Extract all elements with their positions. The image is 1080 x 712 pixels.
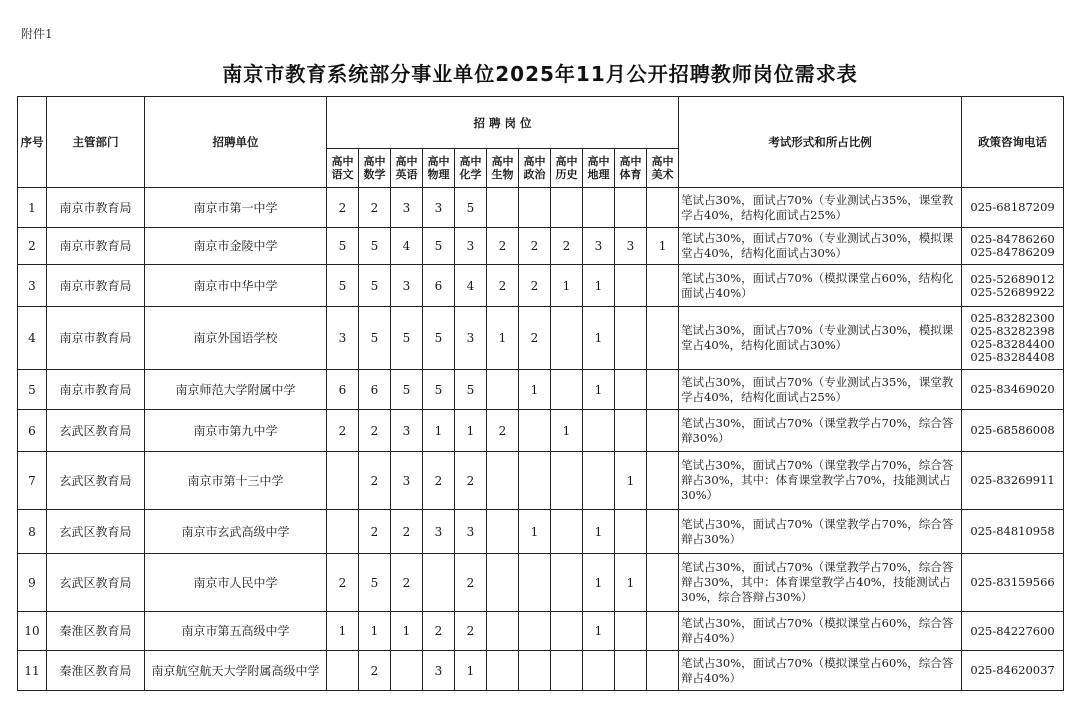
row-position-count [615,188,647,228]
row-position-count: 1 [583,307,615,370]
header-subject-level: 高中 [427,155,450,168]
table-row [18,554,1064,612]
row-position-count [519,188,551,228]
row-position-count: 2 [423,452,455,510]
row-position-count [551,307,583,370]
row-unit: 南京市第五高级中学 [145,612,327,651]
row-position-count: 1 [647,228,679,265]
header-seq: 序号 [18,97,47,188]
row-position-count: 1 [487,307,519,370]
header-subject-name: 历史 [555,168,578,181]
phone-number: 025-84227600 [970,623,1055,638]
row-position-count [487,188,519,228]
row-unit: 南京师范大学附属中学 [145,370,327,410]
row-unit: 南京市人民中学 [145,554,327,612]
row-position-count: 1 [583,612,615,651]
phone-number: 025-83282398 [970,324,1055,338]
phone-number: 025-52689012 [970,271,1055,286]
header-subject-level: 高中 [459,155,482,168]
row-position-count: 1 [583,554,615,612]
row-position-count: 2 [551,228,583,265]
row-position-count: 5 [423,307,455,370]
row-position-count [327,651,359,691]
row-dept: 南京市教育局 [47,265,145,307]
row-position-count [327,510,359,554]
row-position-count [647,188,679,228]
row-position-count [551,651,583,691]
row-seq: 10 [18,612,47,651]
row-position-count: 5 [359,265,391,307]
row-phone [962,265,1064,307]
row-unit: 南京航空航天大学附属高级中学 [145,651,327,691]
row-position-count [391,651,423,691]
row-position-count: 6 [359,370,391,410]
header-subject-level: 高中 [331,155,354,168]
row-position-count [615,265,647,307]
row-position-count [583,410,615,452]
row-position-count: 3 [583,228,615,265]
header-subject-name: 体育 [619,168,642,181]
header-subject [455,149,487,188]
row-exam: 笔试占30%，面试占70%（课堂教学占70%，综合答辩占30%，其中：体育课堂教学占40%，技能测试占30%，综合答辩占30%） [679,554,962,612]
phone-number: 025-84786260 [970,232,1055,246]
row-unit: 南京市第九中学 [145,410,327,452]
row-position-count: 2 [455,612,487,651]
phone-number: 025-68187209 [970,200,1055,214]
row-position-count: 5 [391,370,423,410]
header-subject-level: 高中 [363,155,386,168]
row-position-count: 2 [487,410,519,452]
row-seq: 2 [18,228,47,265]
row-position-count: 5 [327,228,359,265]
row-position-count: 1 [391,612,423,651]
row-dept: 秦淮区教育局 [47,612,145,651]
page-title: 南京市教育系统部分事业单位2025年11月公开招聘教师岗位需求表 [222,62,858,86]
row-phone [962,554,1064,612]
row-dept: 玄武区教育局 [47,510,145,554]
header-subject [423,149,455,188]
row-position-count: 2 [359,452,391,510]
row-position-count: 2 [487,228,519,265]
row-position-count [487,370,519,410]
row-dept: 南京市教育局 [47,228,145,265]
row-position-count [615,612,647,651]
row-dept: 玄武区教育局 [47,452,145,510]
phone-number: 025-52689922 [970,284,1055,299]
row-position-count: 3 [455,228,487,265]
row-position-count: 1 [423,410,455,452]
row-position-count [519,651,551,691]
header-subject [519,149,551,188]
row-position-count: 2 [487,265,519,307]
row-position-count: 5 [327,265,359,307]
row-position-count [519,554,551,612]
row-dept: 南京市教育局 [47,370,145,410]
row-exam: 笔试占30%，面试占70%（专业测试占30%，模拟课堂占40%，结构化面试占30%） [679,228,962,265]
row-exam: 笔试占30%，面试占70%（模拟课堂占60%，综合答辩占40%） [679,612,962,651]
table-body [18,188,1064,691]
header-subject-name: 化学 [459,168,482,181]
row-position-count: 2 [391,554,423,612]
row-position-count [551,452,583,510]
row-position-count: 1 [615,452,647,510]
phone-number: 025-83469020 [970,382,1055,396]
row-exam: 笔试占30%，面试占70%（课堂教学占70%，综合答辩占30%） [679,510,962,554]
row-position-count: 3 [423,510,455,554]
row-exam: 笔试占30%，面试占70%（课堂教学占70%，综合答辩占30%，其中：体育课堂教学占70%，技能测试占30%） [679,452,962,510]
header-subject [327,149,359,188]
row-dept: 南京市教育局 [47,188,145,228]
row-seq: 6 [18,410,47,452]
table-row [18,651,1064,691]
row-exam: 笔试占30%，面试占70%（课堂教学占70%，综合答辩30%） [679,410,962,452]
row-position-count [647,370,679,410]
row-phone [962,410,1064,452]
row-exam: 笔试占30%，面试占70%（模拟课堂占60%，结构化面试占40%） [679,265,962,307]
row-exam: 笔试占30%，面试占70%（专业测试占35%，课堂教学占40%，结构化面试占25%） [679,370,962,410]
row-exam: 笔试占30%，面试占70%（模拟课堂占60%，综合答辩占40%） [679,651,962,691]
header-subject-name: 美术 [651,168,674,181]
row-position-count [583,651,615,691]
header-subject-level: 高中 [555,155,578,168]
row-seq: 8 [18,510,47,554]
row-position-count: 2 [359,410,391,452]
row-position-count [487,612,519,651]
table-row [18,410,1064,452]
row-dept: 南京市教育局 [47,307,145,370]
row-unit: 南京市玄武高级中学 [145,510,327,554]
row-position-count [327,452,359,510]
row-unit: 南京市第十三中学 [145,452,327,510]
row-seq: 11 [18,651,47,691]
row-position-count: 3 [391,265,423,307]
row-position-count: 5 [423,370,455,410]
header-exam: 考试形式和所占比例 [679,97,962,188]
header-positions: 招 聘 岗 位 [327,97,679,149]
header-subject-name: 政治 [523,168,546,181]
header-subject-name: 数学 [363,168,386,181]
table-row [18,307,1064,370]
row-position-count: 1 [455,410,487,452]
row-position-count [519,452,551,510]
row-position-count: 5 [391,307,423,370]
row-position-count [615,307,647,370]
row-phone [962,228,1064,265]
row-position-count: 6 [423,265,455,307]
row-position-count [615,410,647,452]
row-position-count: 3 [391,188,423,228]
row-dept: 玄武区教育局 [47,410,145,452]
header-subject-name: 语文 [331,168,354,181]
row-position-count: 2 [423,612,455,651]
row-position-count: 1 [327,612,359,651]
header-subject-name: 物理 [427,168,450,181]
row-position-count [647,651,679,691]
attachment-label: 附件1 [21,27,53,41]
row-position-count [647,307,679,370]
row-position-count: 1 [583,265,615,307]
row-seq: 9 [18,554,47,612]
row-position-count [615,370,647,410]
row-position-count [487,651,519,691]
header-subject [359,149,391,188]
row-phone [962,651,1064,691]
row-position-count: 3 [327,307,359,370]
row-position-count [647,265,679,307]
row-position-count: 1 [551,410,583,452]
row-position-count: 1 [359,612,391,651]
row-position-count [519,612,551,651]
row-position-count: 5 [359,228,391,265]
header-subject-level: 高中 [491,155,514,168]
row-seq: 4 [18,307,47,370]
header-subject-level: 高中 [587,155,610,168]
header-subject-level: 高中 [395,155,418,168]
row-position-count: 1 [615,554,647,612]
row-position-count: 1 [519,370,551,410]
row-position-count: 2 [359,510,391,554]
header-subject-level: 高中 [619,155,642,168]
row-unit: 南京市中华中学 [145,265,327,307]
phone-number: 025-83284408 [970,350,1055,364]
phone-number: 025-83282300 [970,311,1055,325]
row-position-count: 3 [455,510,487,554]
header-subject [551,149,583,188]
row-seq: 7 [18,452,47,510]
phone-number: 025-83284400 [970,337,1055,351]
row-position-count: 2 [327,410,359,452]
row-position-count: 2 [391,510,423,554]
row-phone [962,307,1064,370]
header-subject [647,149,679,188]
row-dept: 秦淮区教育局 [47,651,145,691]
phone-number: 025-83269911 [970,473,1055,487]
row-position-count: 5 [455,370,487,410]
header-subject [583,149,615,188]
row-position-count: 2 [519,265,551,307]
row-phone [962,510,1064,554]
row-position-count: 3 [391,410,423,452]
row-position-count: 2 [519,228,551,265]
phone-number: 025-84620037 [970,663,1055,677]
row-seq: 3 [18,265,47,307]
table-row [18,612,1064,651]
row-phone [962,370,1064,410]
row-position-count: 4 [391,228,423,265]
row-position-count: 3 [455,307,487,370]
row-exam: 笔试占30%，面试占70%（专业测试占30%，模拟课堂占40%，结构化面试占30%） [679,307,962,370]
row-position-count: 6 [327,370,359,410]
table-row [18,265,1064,307]
row-unit: 南京市金陵中学 [145,228,327,265]
row-position-count [487,554,519,612]
row-position-count [647,452,679,510]
row-position-count [551,510,583,554]
header-subject [391,149,423,188]
row-position-count: 2 [327,554,359,612]
row-position-count: 2 [327,188,359,228]
header-dept: 主管部门 [47,97,145,188]
row-exam: 笔试占30%，面试占70%（专业测试占35%，课堂教学占40%，结构化面试占25%） [679,188,962,228]
row-position-count: 5 [423,228,455,265]
row-position-count: 5 [455,188,487,228]
row-position-count: 4 [455,265,487,307]
row-position-count: 1 [519,510,551,554]
row-position-count [487,510,519,554]
row-position-count: 3 [391,452,423,510]
row-position-count: 2 [519,307,551,370]
header-subject-name: 地理 [587,168,610,181]
row-position-count [647,612,679,651]
phone-number: 025-84786209 [970,245,1055,259]
row-phone [962,188,1064,228]
phone-number: 025-83159566 [970,575,1055,589]
header-subject [615,149,647,188]
table-row [18,370,1064,410]
table-row [18,510,1064,554]
row-position-count [551,370,583,410]
row-seq: 1 [18,188,47,228]
row-position-count: 2 [455,452,487,510]
row-position-count: 3 [423,651,455,691]
row-position-count [647,410,679,452]
row-position-count: 1 [583,510,615,554]
row-unit: 南京外国语学校 [145,307,327,370]
row-position-count: 2 [359,188,391,228]
row-position-count [615,510,647,554]
row-position-count: 1 [583,370,615,410]
row-position-count [583,452,615,510]
header-subject [487,149,519,188]
phone-number: 025-68586008 [970,423,1055,437]
row-position-count: 3 [615,228,647,265]
row-position-count [583,188,615,228]
row-position-count [647,554,679,612]
row-position-count: 1 [551,265,583,307]
row-position-count [487,452,519,510]
row-position-count [551,188,583,228]
row-dept: 玄武区教育局 [47,554,145,612]
header-subject-level: 高中 [523,155,546,168]
row-position-count [615,651,647,691]
header-phone: 政策咨询电话 [962,97,1064,188]
row-position-count [647,510,679,554]
row-unit: 南京市第一中学 [145,188,327,228]
phone-number: 025-84810958 [970,524,1055,538]
row-position-count [551,554,583,612]
row-seq: 5 [18,370,47,410]
row-position-count [551,612,583,651]
row-position-count: 2 [359,651,391,691]
table-row [18,228,1064,265]
row-phone [962,452,1064,510]
header-subject-name: 生物 [491,168,514,181]
recruitment-table [17,96,1064,691]
table-row [18,452,1064,510]
row-position-count: 2 [455,554,487,612]
table-row [18,188,1064,228]
row-position-count: 5 [359,554,391,612]
row-position-count: 3 [423,188,455,228]
row-position-count [423,554,455,612]
header-subject-level: 高中 [651,155,674,168]
row-position-count: 1 [455,651,487,691]
header-unit: 招聘单位 [145,97,327,188]
header-subject-name: 英语 [395,168,418,181]
row-position-count [519,410,551,452]
row-phone [962,612,1064,651]
row-position-count: 5 [359,307,391,370]
